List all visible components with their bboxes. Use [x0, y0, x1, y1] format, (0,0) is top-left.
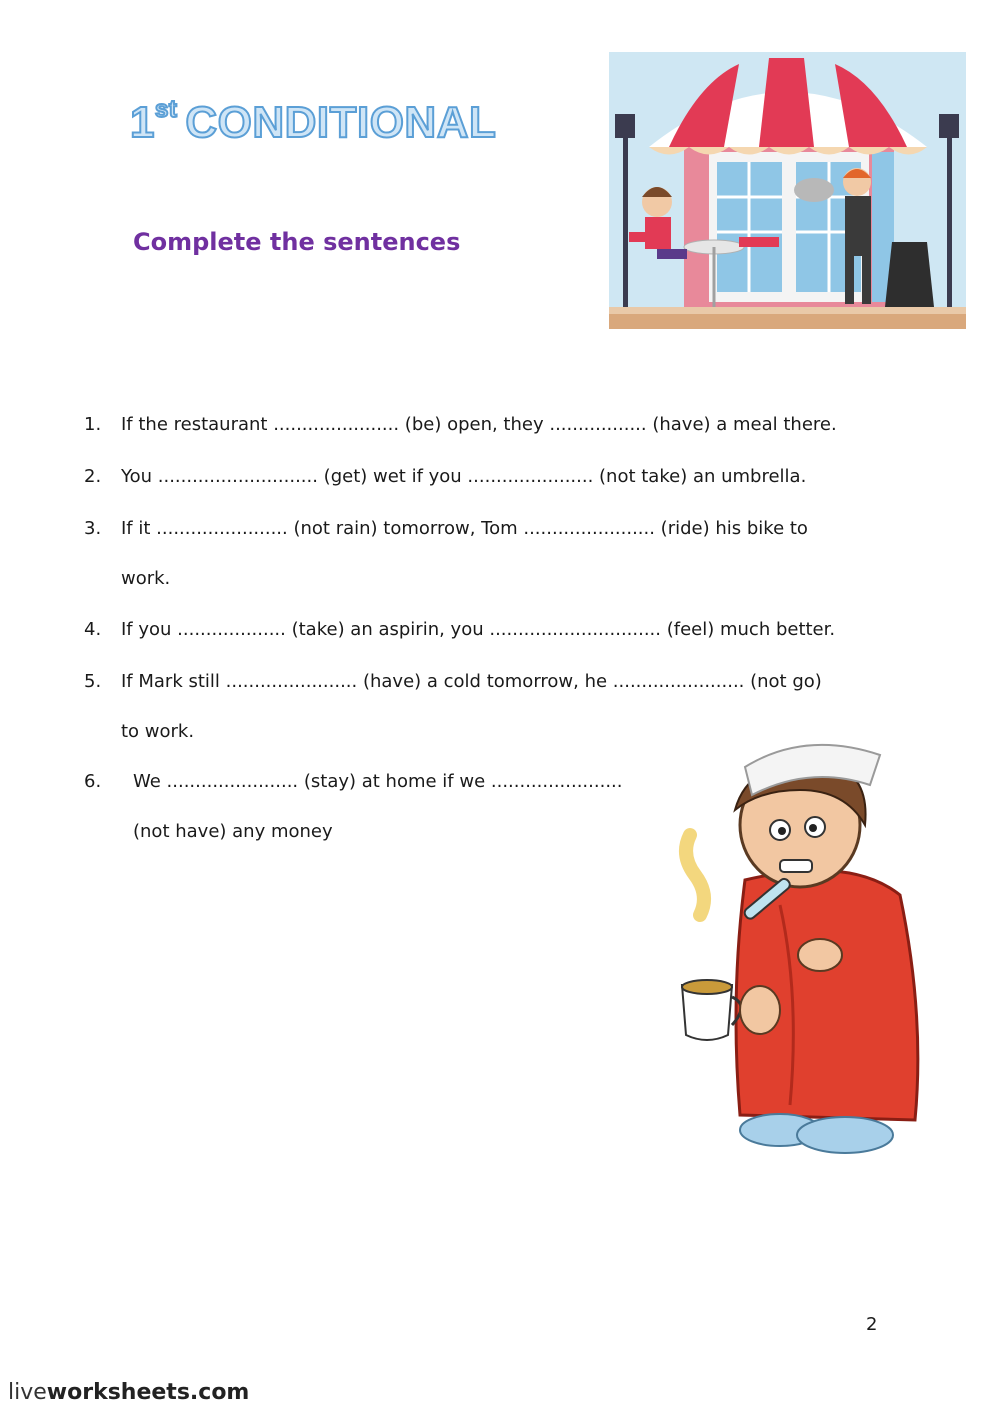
restaurant-illustration-icon — [609, 52, 966, 329]
site-logo — [8, 1380, 249, 1405]
item-number: 5. — [84, 671, 102, 692]
item-text: If the restaurant ...................... (be) open, they ................. (have) a meal there. — [121, 414, 837, 435]
title-number: 1 — [130, 98, 155, 147]
page-number: 2 — [866, 1314, 878, 1335]
sick-boy-illustration-icon — [670, 735, 930, 1160]
item-text-continued: (not have) any money — [133, 821, 333, 842]
logo-bold: worksheets — [46, 1380, 190, 1405]
item-text: We ....................... (stay) at home if we ....................... — [133, 771, 623, 792]
logo-light: live — [8, 1380, 47, 1405]
title-superscript: st — [154, 96, 178, 123]
item-number: 1. — [84, 414, 102, 435]
item-text-continued: to work. — [121, 721, 195, 742]
item-text-continued: work. — [121, 568, 171, 589]
item-text: If you ................... (take) an aspirin, you .............................. (feel) much better. — [121, 619, 836, 640]
item-text: If it ....................... (not rain) tomorrow, Tom ....................... (ride) his bike to — [121, 518, 808, 539]
title-word: CONDITIONAL — [185, 98, 497, 147]
item-number: 3. — [84, 518, 102, 539]
item-number: 4. — [84, 619, 102, 640]
logo-tld: .com — [189, 1380, 250, 1405]
item-number: 6. — [84, 771, 102, 792]
item-text: You ............................ (get) wet if you ...................... (not take) an umbrella. — [121, 466, 807, 487]
worksheet-title — [130, 96, 496, 148]
item-text: If Mark still ....................... (have) a cold tomorrow, he ....................... (not go) — [121, 671, 822, 692]
instructions: Complete the sentences — [133, 228, 461, 256]
item-number: 2. — [84, 466, 102, 487]
